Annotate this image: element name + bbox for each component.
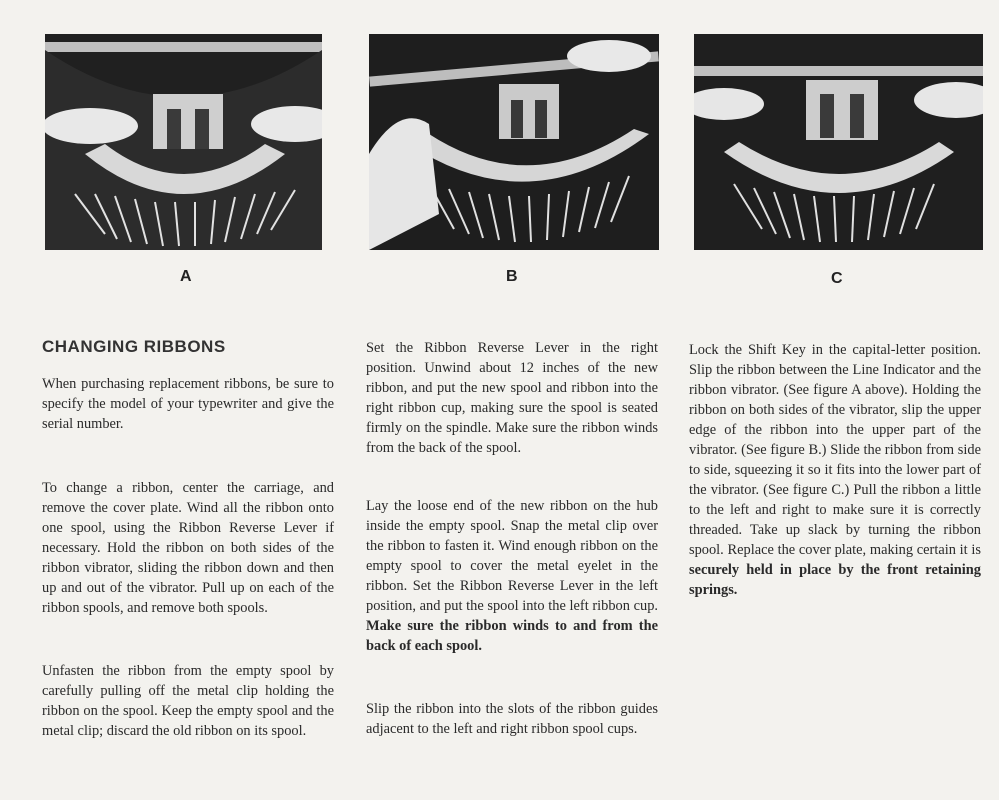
column-2 — [366, 338, 658, 739]
col3-paragraph-1-bold: securely held in place by the front retaining springs. — [689, 562, 981, 598]
figure-a-photo — [45, 34, 322, 250]
figure-b-photo — [369, 34, 659, 250]
col1-paragraph-1: When purchasing replacement ribbons, be sure to specify the model of your typewriter and give the serial number. — [42, 376, 334, 432]
column-3 — [689, 340, 981, 600]
col2-paragraph-2 — [366, 496, 658, 656]
col3-paragraph-1-text: Lock the Shift Key in the capital-letter position. Slip the ribbon between the Line Indicator and the ribbon vibrator. (See figure A above). Holding the ribbon on both sides of the vibrator, slip the upper edge of the ribbon into the upper part of the vibrator. (See figure B.) Slide the ribbon from side to side, squeezing it so it fits into the lower part of the vibrator. (See figure C.) Pull the ribbon a little to the left and right to make sure it is correctly threaded. Take up slack by turning the ribbon spool. Replace the cover plate, making certain it is — [689, 342, 981, 558]
figure-c-photo — [694, 34, 983, 250]
column-1 — [42, 374, 334, 741]
figure-a-label: A — [180, 268, 192, 285]
col1-paragraph-2: To change a ribbon, center the carriage, and remove the cover plate. Wind all the ribbon onto one spool, using the Ribbon Reverse Lever if necessary. Hold the ribbon on both sides of the ribbon vibrator, sliding the ribbon down and then up and out of the vibrator. Pull up on each of the ribbon spools, and remove both spools. — [42, 480, 334, 616]
col3-paragraph-1 — [689, 340, 981, 600]
col2-paragraph-1: Set the Ribbon Reverse Lever in the right position. Unwind about 12 inches of the new ribbon, and put the new spool and ribbon into the right ribbon cup, making sure the spool is seated firmly on the spindle. Make sure the ribbon winds from the back of the spool. — [366, 340, 658, 456]
figure-c-label: C — [831, 270, 843, 287]
section-heading: CHANGING RIBBONS — [42, 337, 226, 356]
figure-b-label: B — [506, 268, 518, 285]
col2-paragraph-2-bold: Make sure the ribbon winds to and from the back of each spool. — [366, 618, 658, 654]
col1-paragraph-3: Unfasten the ribbon from the empty spool by carefully pulling off the metal clip holding the ribbon on the spool. Keep the empty spool and the metal clip; discard the old ribbon on its spool. — [42, 663, 334, 739]
col2-paragraph-2-text: Lay the loose end of the new ribbon on the hub inside the empty spool. Snap the metal clip over the ribbon to fasten it. Wind enough ribbon on the empty spool to cover the metal eyelet in the ribbon. Set the Ribbon Reverse Lever in the left position, and put the spool into the left ribbon cup. — [366, 498, 658, 614]
col2-paragraph-3: Slip the ribbon into the slots of the ribbon guides adjacent to the left and right ribbon spool cups. — [366, 701, 658, 737]
